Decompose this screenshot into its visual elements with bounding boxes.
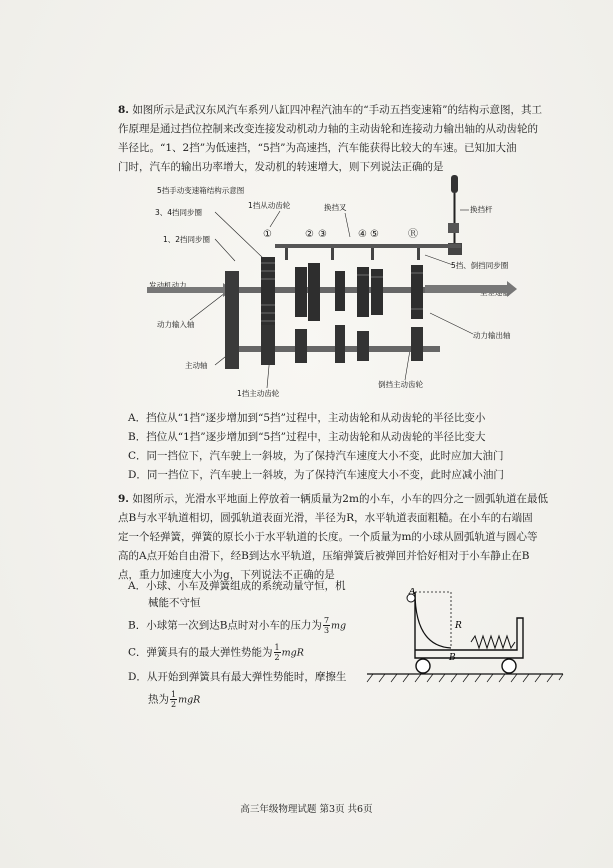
q9-option-d-unit: mgR [178,694,201,706]
circled-label-4: ④ [358,229,367,240]
fraction-numerator: 1 [171,690,177,699]
diagram-title: 5挡手动变速箱结构示意图 [157,186,245,195]
q8-stem-line-2: 作原理是通过挡位控制来改变连接发动机动力轴的主动齿轮和连接动力输出轴的从动齿轮的 [118,123,538,135]
q8-stem-line-4: 门时，汽车的输出功率增大，发动机的转速增大，则下列说法正确的是 [118,161,444,173]
fraction-denominator: 3 [323,626,330,635]
label-reverse-drive-gear: 倒挡主动齿轮 [378,380,423,389]
q8-option-b: B．挡位从“1挡”逐步增加到“5挡”过程中，主动齿轮和从动齿轮的半径比变大 [128,431,486,443]
main-shaft [225,346,440,352]
input-gear [225,271,239,369]
fraction-denominator: 2 [274,653,280,662]
fraction-numerator: 1 [274,643,280,652]
label-input-shaft: 动力输入轴 [157,320,195,329]
question-8-stem [118,101,554,177]
q9-option-d-line1: D．从开始到弹簧具有最大弹性势能时，摩擦生 [128,671,347,683]
label-engine-power: 发动机动力 [149,281,187,290]
q9-option-b-unit: mg [331,620,347,632]
fraction-denominator: 2 [171,700,177,709]
q9-stem-line-2: 点B与水平轨道相切，圆弧轨道表面光滑，半径为R，水平轨道表面粗糙。在小车的右端固 [118,512,533,524]
q9-option-a-line1: A．小球、小车及弹簧组成的系统动量守恒，机 [128,580,346,592]
wheel-right-icon [502,659,516,673]
spring-icon [471,636,515,648]
circled-label-1: ① [263,229,272,240]
radius-label: R [455,621,462,631]
q8-option-c: C．同一挡位下，汽车驶上一斜坡，为了保持汽车速度大小不变，此时应加大油门 [128,450,504,462]
gearbox-diagram [135,175,535,400]
label-shift-fork: 换挡叉 [324,203,347,212]
circled-label-2: ② [305,229,314,240]
q9-option-d-text: 热为 [148,693,169,706]
wheel-left-icon [416,659,430,673]
circled-label-r: Ⓡ [408,229,418,240]
label-driven-gear-1: 1挡从动齿轮 [248,201,291,210]
label-shift-lever: 换挡杆 [470,205,493,214]
q9-option-b [128,616,346,635]
cart-spring-diagram [365,588,565,688]
upper-shaft [225,287,435,293]
q9-option-b-fraction [323,616,330,635]
q8-stem-line-1: 如图所示是武汉东风汽车系列八缸四冲程汽油车的“手动五挡变速箱”的结构示意图，其工 [132,104,543,116]
q9-option-d-fraction [170,690,177,709]
q8-stem-line-3: 半径比。“1、2挡”为低速挡，“5挡”为高速挡，汽车能获得比较大的车速。已知加大油 [118,142,517,154]
point-b-label: B [449,653,456,663]
q9-stem-line-5: 点，重力加速度大小为g，下列说法不正确的是 [118,569,335,581]
question-9-stem [118,490,554,585]
label-drive-gear-1: 1挡主动齿轮 [237,389,280,398]
label-sync-34: 3、4挡同步圈 [155,208,203,217]
label-sync-12: 1、2挡同步圈 [163,235,211,244]
point-a-label: A [409,588,416,597]
question-8-number: 8. [118,104,129,116]
label-main-shaft: 主动轴 [185,361,208,370]
q9-option-c-unit: mgR [281,647,304,659]
drive-gears [261,325,423,365]
shift-rod [275,244,461,248]
q9-option-c-text: C．弹簧具有的最大弹性势能为 [128,646,273,659]
q9-stem-line-3: 定一个轻弹簧，弹簧的原长小于水平轨道的长度。一个质量为m的小球从圆弧轨道与圆心等 [118,531,538,543]
label-output-shaft: 动力输出轴 [473,331,511,340]
label-sync-5r: 5挡、倒挡同步圈 [451,261,509,270]
q9-stem-line-1: 如图所示，光滑水平地面上停放着一辆质量为2m的小车，小车的四分之一圆弧轨道在最低 [132,493,548,505]
q9-option-d-line2 [148,690,200,709]
circled-label-5: ⑤ [370,229,379,240]
page-footer: 高三年级物理试题 第3页 共6页 [240,804,373,815]
q8-option-d: D．同一挡位下，汽车驶上一斜坡，为了保持汽车速度大小不变，此时应减小油门 [128,469,504,481]
shift-lever-icon [448,175,462,255]
circled-label-3: ③ [318,229,327,240]
q9-option-a-line2: 械能不守恒 [148,597,201,609]
question-9-number: 9. [118,493,129,505]
q8-option-a: A．挡位从“1挡”逐步增加到“5挡”过程中，主动齿轮和从动齿轮的半径比变小 [128,412,486,424]
q9-stem-line-4: 高的A点开始自由滑下，经B到达水平轨道，压缩弹簧后被弹回并恰好相对于小车静止在B [118,550,530,562]
q9-option-c-fraction [274,643,281,662]
q9-option-c [128,643,304,662]
q9-option-b-text: B．小球第一次到达B点时对小车的压力为 [128,619,322,632]
fraction-numerator: 7 [323,616,330,625]
